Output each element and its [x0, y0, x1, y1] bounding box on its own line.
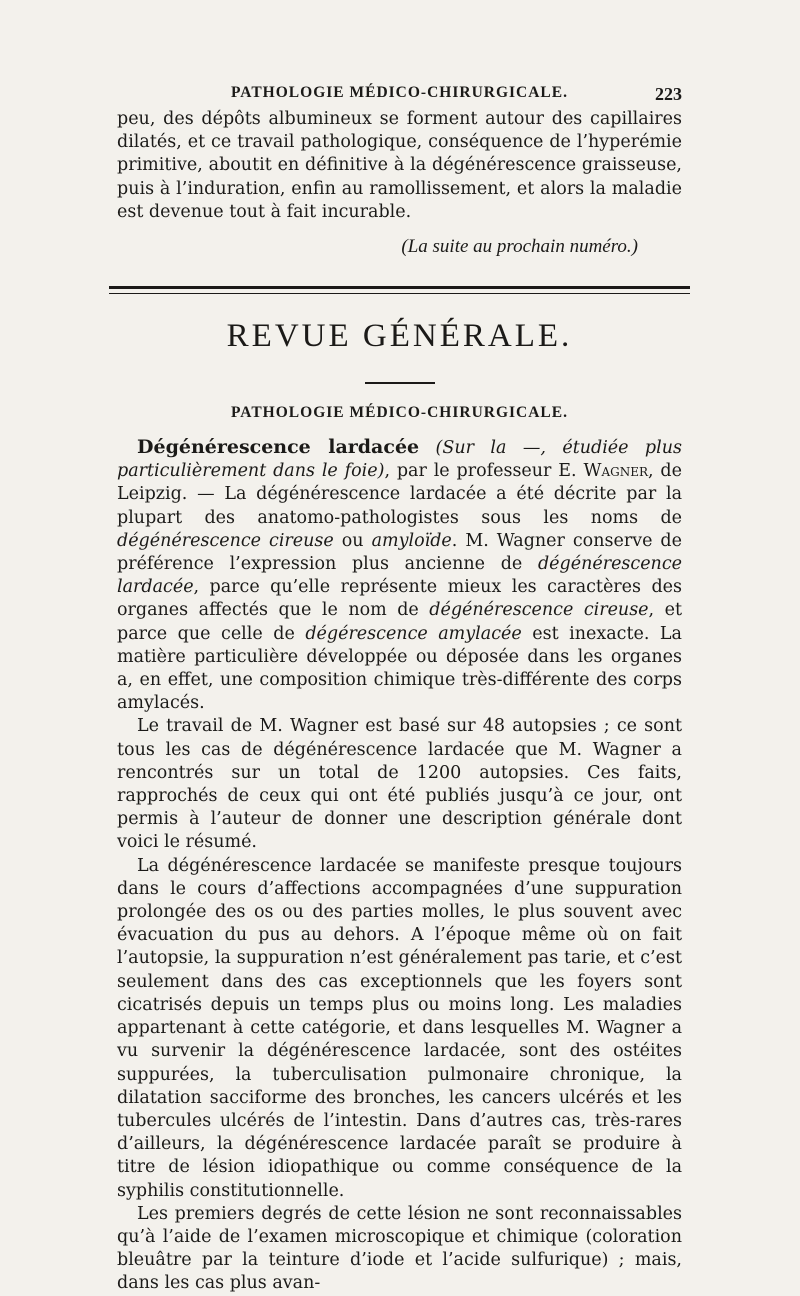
- article-paragraph-3: La dégénérescence lardacée se manifeste presque toujours dans le cours d’affections accompagnées d’une suppuration prolongée des os ou des parties molles, le plus souvent avec évacuation du pus au dehors. A l’époque même où on fait l’autopsie, la suppuration n’est généralement pas tarie, et c’est seulement dans des cas exceptionnels que les foyers sont cicatrisés depuis un temps plus ou moins long. Les maladies appartenant à cette catégorie, et dans lesquelles M. Wagner a vu survenir la dégénérescence lardacée, sont des ostéites suppurées, la tuberculisation pulmonaire chronique, la dilatation sacciforme des bronches, les cancers ulcérés et les tubercules ulcérés de l’intestin. Dans d’autres cas, très-rares d’ailleurs, la dégénérescence lardacée paraît se produire à titre de lésion idiopathique ou comme conséquence de la syphilis constitutionnelle.: [117, 855, 682, 1201]
- previous-article-final-paragraph: peu, des dépôts albumineux se forment autour des capillaires dilatés, et ce travail pathologique, conséquence de l’hyperémie primitive, aboutit en définitive à la dégénérescence graisseuse, puis à l’induration, enfin au ramollissement, et alors la maladie est devenue tout à fait incurable.: [117, 109, 682, 222]
- term-lardacee: dégénérescence lardacée: [117, 554, 682, 598]
- section-title: REVUE GÉNÉRALE.: [226, 318, 573, 355]
- continued-note: (La suite au prochain numéro.): [401, 236, 638, 258]
- page-number: 223: [655, 84, 682, 104]
- author-name: Wagner: [583, 461, 649, 482]
- term-cireuse: dégénérescence cireuse: [117, 530, 334, 551]
- article-heading: Dégénérescence lardacée: [137, 436, 420, 459]
- double-rule-divider: [109, 286, 690, 294]
- article-paragraph-2: Le travail de M. Wagner est basé sur 48 autopsies ; ce sont tous les cas de dégénérescence lardacée que M. Wagner a rencontrés sur un total de 1200 autopsies. Ces faits, rapprochés de ceux qui ont été publiés jusqu’à ce jour, ont permis à l’auteur de donner une description générale dont voici le résumé.: [117, 716, 682, 853]
- term-amylacee: dégérescence amylacée: [305, 623, 522, 644]
- article-heading-note: (Sur la —, étudiée plus particulièrement dans le foie): [117, 438, 682, 482]
- article-paragraph-1: Dégénérescence lardacée (Sur la —, étudiée plus particulièrement dans le foie), par le professeur E. Wagner, de Leipzig. — La dégénérescence lardacée a été décrite par la plupart des anatomo-pathologistes sous les noms de dégénérescence cireuse ou amyloïde. M. Wagner conserve de préférence l’expression plus ancienne de dégénérescence lardacée, parce qu’elle représente mieux les caractères des organes affectés que le nom de dégénérescence cireuse, et parce que celle de dégérescence amylacée est inexacte. La matière particulière développée ou déposée dans les organes a, en effet, une composition chimique très-différente des corps amylacés.: [117, 436, 683, 714]
- short-rule-divider: [365, 382, 435, 384]
- running-title: PATHOLOGIE MÉDICO-CHIRURGICALE.: [230, 84, 568, 101]
- section-subtitle: PATHOLOGIE MÉDICO-CHIRURGICALE.: [230, 404, 568, 422]
- article-paragraph-4: Les premiers degrés de cette lésion ne sont reconnaissables qu’à l’aide de l’examen microscopique et chimique (coloration bleuâtre par la teinture d’iode et l’acide sulfurique) ; mais, dans les cas plus avan-: [117, 1203, 682, 1294]
- term-amyloide: amyloïde: [371, 530, 452, 551]
- running-head: [117, 84, 682, 108]
- term-cireuse-2: dégénérescence cireuse: [429, 600, 649, 621]
